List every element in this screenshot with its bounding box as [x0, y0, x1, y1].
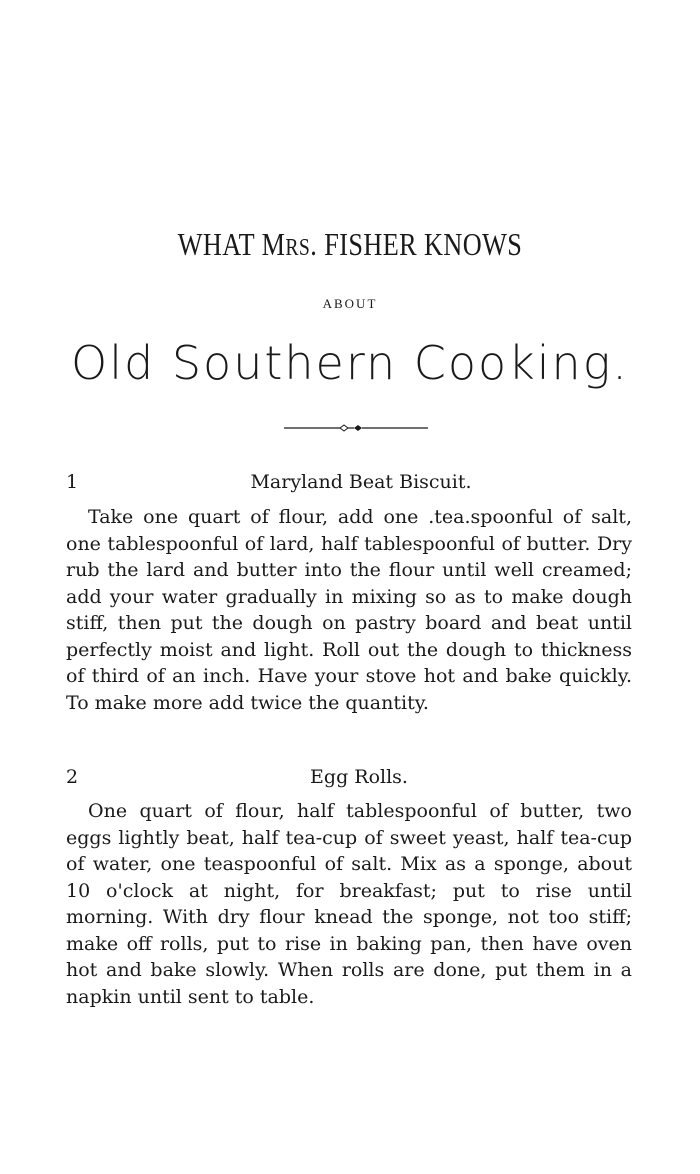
recipe-heading	[66, 469, 632, 495]
title-part-1: WHAT M	[177, 226, 286, 262]
recipe-name: Egg Rolls.	[310, 766, 408, 788]
ornament-divider-icon	[284, 424, 428, 432]
recipe-name: Maryland Beat Biscuit.	[250, 471, 472, 493]
recipe-number: 2	[66, 766, 79, 788]
subtitle: Old Southern Cooking.	[71, 336, 629, 390]
title-part-2: . FISHER KNOWS	[310, 226, 523, 262]
about-label: ABOUT	[322, 296, 378, 311]
recipe-number: 1	[66, 471, 79, 493]
page-title	[63, 226, 637, 263]
recipe-text: Take one quart of flour, add one .tea.spoonful of salt, one tablespoonful of lard, half tablespoonful of butter. Dry rub the lard and butter into the flour until well creamed; add your water gradually in mixing so as to make dough stiff, then put the dough on pastry board and beat until perfectly moist and light. Roll out the dough to thickness of third of an inch. Have your stove hot and bake quickly. To make more add twice the quantity.	[66, 506, 632, 714]
recipe-heading	[66, 764, 632, 790]
title-part-1-small-caps: RS	[285, 235, 311, 261]
recipe-text: One quart of flour, half tablespoonful of butter, two eggs lightly beat, half tea-cup of sweet yeast, half tea-cup of water, one teaspoonful of salt. Mix as a sponge, about 10 o'clock at night, for breakfast; put to rise until morning. With dry flour knead the sponge, not too stiff; make off rolls, put to rise in baking pan, then have oven hot and bake slowly. When rolls are done, put them in a napkin until sent to table.	[66, 800, 632, 1008]
